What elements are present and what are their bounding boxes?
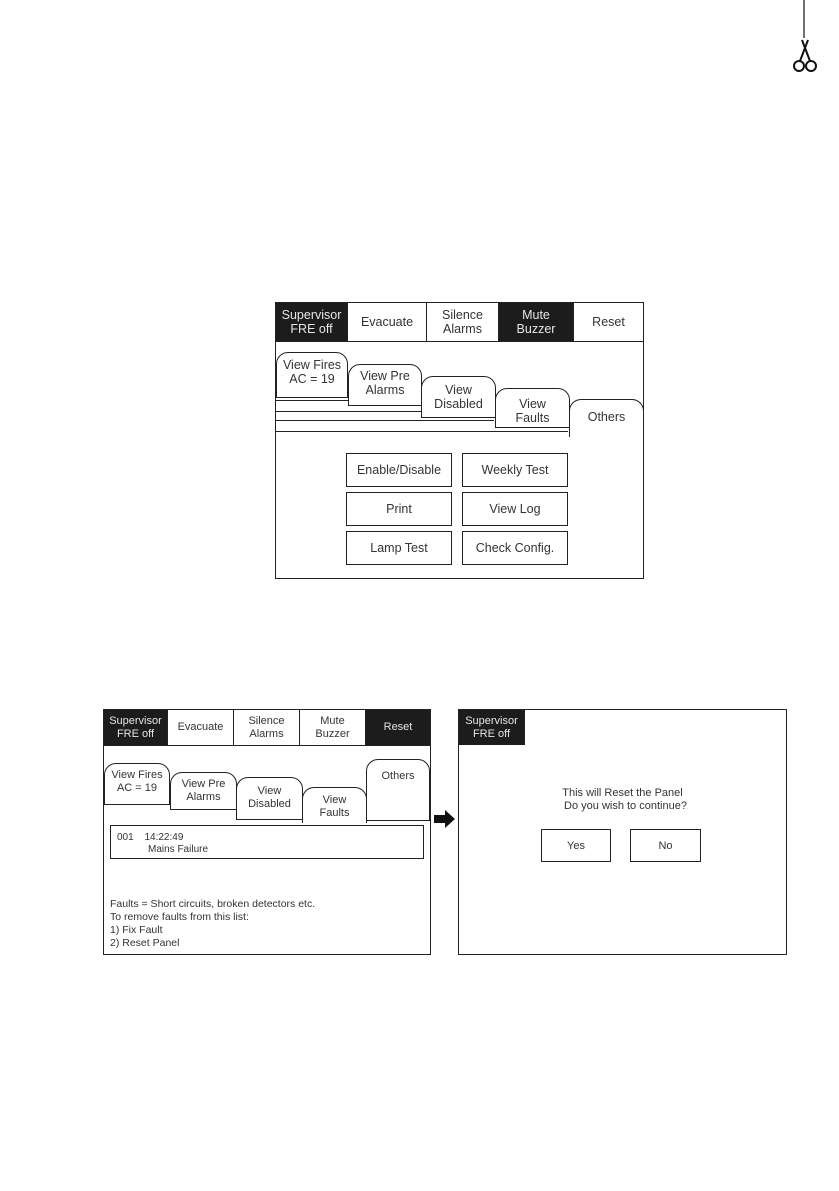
tab-others[interactable] bbox=[366, 759, 430, 821]
supervisor-button[interactable] bbox=[276, 303, 348, 341]
tab-view-fires[interactable] bbox=[104, 763, 170, 805]
weekly-test-button[interactable] bbox=[462, 453, 568, 487]
mute-buzzer-button[interactable] bbox=[499, 303, 574, 341]
tab-view-pre-alarms[interactable] bbox=[348, 364, 422, 406]
tab-faults-label: Faults bbox=[319, 806, 350, 819]
tab-view-disabled[interactable] bbox=[236, 777, 303, 820]
faults-screen-panel bbox=[103, 709, 431, 955]
reset-button[interactable] bbox=[574, 303, 643, 341]
weekly-test-label: Weekly Test bbox=[481, 463, 549, 477]
message-line: This will Reset the Panel bbox=[562, 787, 683, 799]
supervisor-label: Supervisor bbox=[465, 714, 518, 727]
no-button[interactable] bbox=[630, 829, 701, 862]
print-button[interactable] bbox=[346, 492, 452, 526]
fault-info-text bbox=[110, 898, 315, 950]
evacuate-label: Evacuate bbox=[360, 314, 414, 329]
enable-disable-button[interactable] bbox=[346, 453, 452, 487]
tab-view-faults[interactable] bbox=[495, 388, 570, 428]
buzzer-label: Buzzer bbox=[516, 322, 556, 336]
tab-view-faults[interactable] bbox=[302, 787, 367, 823]
tab-fires-label: View Fires bbox=[111, 769, 163, 781]
silence-label: Silence bbox=[442, 307, 483, 322]
tab-view-disabled[interactable] bbox=[421, 376, 496, 418]
tab-disabled-label: View bbox=[445, 383, 472, 397]
info-line: 1) Fix Fault bbox=[110, 924, 163, 936]
tab-others[interactable] bbox=[569, 399, 644, 437]
reset-label: Reset bbox=[383, 721, 413, 734]
tab-others-label: Others bbox=[587, 410, 626, 424]
yes-button[interactable] bbox=[541, 829, 611, 862]
info-line: 2) Reset Panel bbox=[110, 937, 180, 949]
reset-label: Reset bbox=[592, 314, 625, 329]
lamp-test-button[interactable] bbox=[346, 531, 452, 565]
alarms-label: Alarms bbox=[443, 322, 482, 336]
fre-status-label: FRE off bbox=[116, 727, 155, 740]
top-toolbar bbox=[276, 303, 643, 342]
others-screen-panel bbox=[275, 302, 644, 579]
supervisor-label: Supervisor bbox=[281, 307, 342, 322]
tab-disabled-label: Disabled bbox=[434, 397, 483, 412]
buzzer-label: Buzzer bbox=[315, 727, 350, 740]
fault-time: 14:22:49 bbox=[144, 832, 184, 843]
tab-faults-label: Faults bbox=[515, 411, 550, 426]
tab-fires-label: AC = 19 bbox=[116, 781, 158, 794]
tab-pre-label: View Pre bbox=[360, 369, 410, 383]
tab-view-pre-alarms[interactable] bbox=[170, 772, 237, 810]
view-log-button[interactable] bbox=[462, 492, 568, 526]
tab-fires-label: View Fires bbox=[282, 358, 342, 372]
arrow-right-icon bbox=[434, 810, 456, 828]
fre-status-label: FRE off bbox=[290, 322, 333, 336]
tab-pre-label: Alarms bbox=[186, 790, 221, 803]
enable-disable-label: Enable/Disable bbox=[356, 463, 442, 477]
evacuate-button[interactable] bbox=[348, 303, 427, 341]
mute-label: Mute bbox=[320, 714, 345, 727]
tab-faults-label: View bbox=[322, 794, 347, 806]
tab-divider bbox=[276, 431, 568, 432]
mute-label: Mute bbox=[522, 307, 550, 322]
tab-faults-label: View bbox=[519, 397, 546, 411]
silence-alarms-button[interactable] bbox=[234, 710, 300, 745]
supervisor-label: Supervisor bbox=[109, 714, 162, 727]
yes-label: Yes bbox=[567, 839, 585, 852]
mute-buzzer-button[interactable] bbox=[300, 710, 366, 745]
tab-others-label: Others bbox=[381, 770, 415, 782]
fault-description: Mains Failure bbox=[148, 844, 209, 855]
cut-line bbox=[0, 0, 839, 80]
tab-pre-label: Alarms bbox=[365, 383, 405, 398]
fault-list bbox=[110, 825, 424, 859]
info-line: Faults = Short circuits, broken detectors etc. bbox=[110, 898, 316, 910]
silence-label: Silence bbox=[248, 714, 285, 727]
fre-status-label: FRE off bbox=[472, 727, 511, 740]
view-log-label: View Log bbox=[489, 502, 541, 516]
top-toolbar bbox=[104, 710, 430, 746]
silence-alarms-button[interactable] bbox=[427, 303, 499, 341]
alarms-label: Alarms bbox=[249, 727, 284, 740]
tab-disabled-label: View bbox=[257, 785, 282, 797]
list-item[interactable] bbox=[117, 832, 208, 855]
message-line: Do you wish to continue? bbox=[564, 800, 687, 812]
tab-pre-label: View Pre bbox=[181, 778, 226, 790]
info-line: To remove faults from this list: bbox=[110, 911, 249, 923]
reset-confirm-panel bbox=[458, 709, 787, 955]
no-label: No bbox=[658, 839, 673, 852]
reset-button[interactable] bbox=[366, 710, 430, 745]
tab-view-fires[interactable] bbox=[276, 352, 348, 398]
confirm-message bbox=[459, 787, 786, 813]
tab-divider bbox=[276, 420, 494, 421]
tab-divider bbox=[276, 400, 348, 401]
supervisor-button[interactable] bbox=[459, 710, 525, 745]
supervisor-button[interactable] bbox=[104, 710, 168, 745]
scissors-icon bbox=[794, 40, 816, 71]
print-label: Print bbox=[386, 502, 412, 516]
tab-divider bbox=[276, 411, 421, 412]
check-config-button[interactable] bbox=[462, 531, 568, 565]
fault-number: 001 bbox=[117, 832, 134, 843]
tab-disabled-label: Disabled bbox=[248, 797, 291, 810]
evacuate-label: Evacuate bbox=[177, 721, 224, 734]
check-config-label: Check Config. bbox=[475, 541, 555, 555]
tab-fires-label: AC = 19 bbox=[289, 372, 335, 387]
evacuate-button[interactable] bbox=[168, 710, 234, 745]
lamp-test-label: Lamp Test bbox=[370, 541, 428, 555]
